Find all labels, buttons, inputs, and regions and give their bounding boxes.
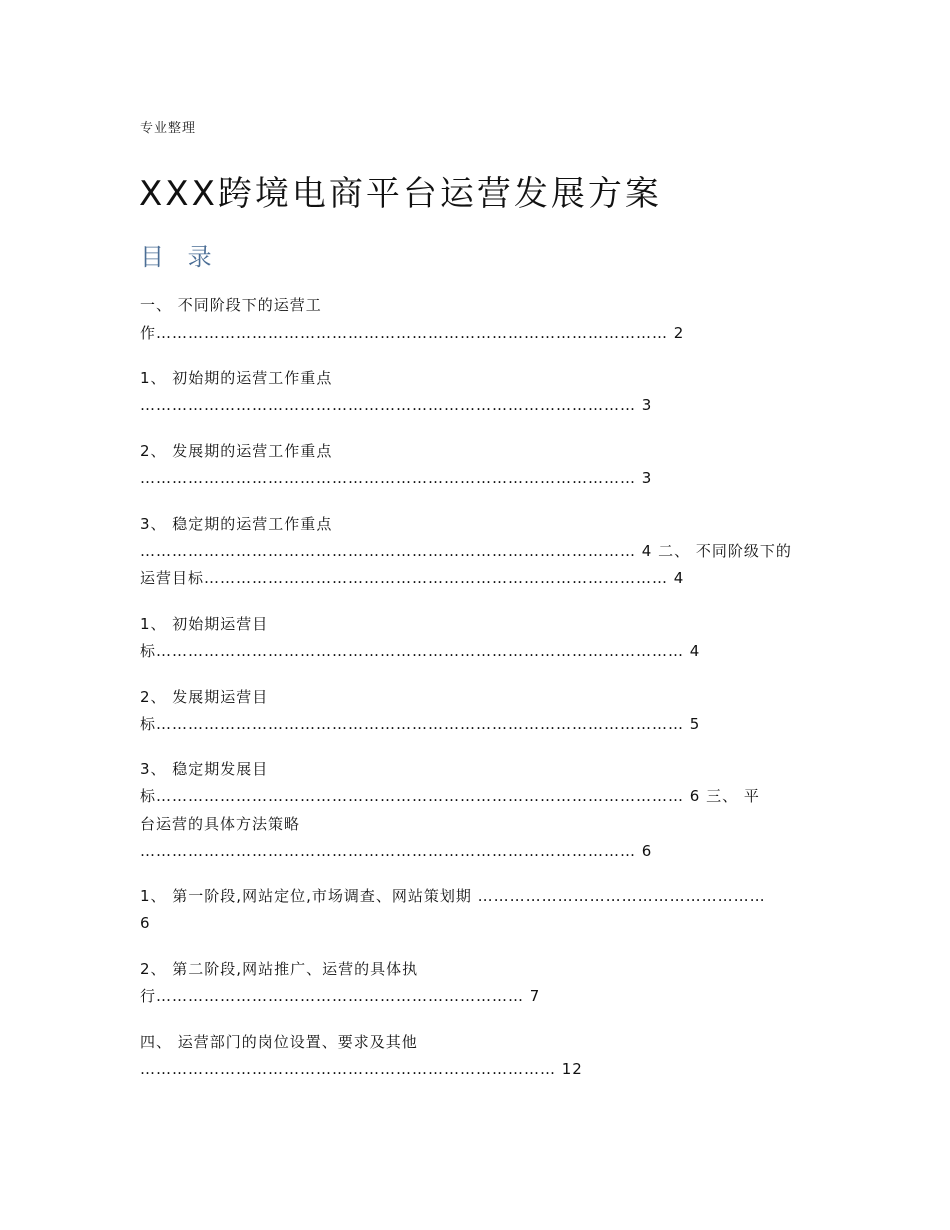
toc-line: 1、 初始期运营目 <box>140 615 269 633</box>
toc-line: 1、 第一阶段,网站定位,市场调查、网站策划期 ……………………………………………… <box>140 887 766 905</box>
toc-line: 标……………………………………………………………………………………… 4 <box>140 642 701 660</box>
toc-line: ………………………………………………………………………………… 3 <box>140 396 653 414</box>
toc-line: 一、 不同阶段下的运营工 <box>140 296 322 314</box>
toc-line: 2、 第二阶段,网站推广、运营的具体执 <box>140 960 419 978</box>
toc-line: 1、 初始期的运营工作重点 <box>140 369 333 387</box>
toc-line: ………………………………………………………………………………… 6 <box>140 842 653 860</box>
header-note: 专业整理 <box>140 121 197 136</box>
toc-line: 标……………………………………………………………………………………… 6 三、 平 <box>140 787 760 805</box>
toc-line: 行…………………………………………………………… 7 <box>140 987 541 1005</box>
toc-line: ………………………………………………………………………………… 4 二、 不同阶级下的 <box>140 542 792 560</box>
toc-line: 标……………………………………………………………………………………… 5 <box>140 715 701 733</box>
toc-line: …………………………………………………………………… 12 <box>140 1060 583 1078</box>
toc-line: 2、 发展期运营目 <box>140 688 269 706</box>
toc-line: 台运营的具体方法策略 <box>140 815 301 833</box>
toc-line: 运营目标…………………………………………………………………………… 4 <box>140 569 685 587</box>
toc-heading: 目 录 <box>140 243 220 271</box>
toc-line: 作…………………………………………………………………………………… 2 <box>140 324 685 342</box>
toc-line: 2、 发展期的运营工作重点 <box>140 442 333 460</box>
toc-line: 6 <box>140 914 151 932</box>
document-title: XXX跨境电商平台运营发展方案 <box>139 174 662 214</box>
toc-line: 3、 稳定期的运营工作重点 <box>140 515 333 533</box>
toc-line: 四、 运营部门的岗位设置、要求及其他 <box>140 1033 418 1051</box>
toc-line: ………………………………………………………………………………… 3 <box>140 469 653 487</box>
toc-line: 3、 稳定期发展目 <box>140 760 269 778</box>
